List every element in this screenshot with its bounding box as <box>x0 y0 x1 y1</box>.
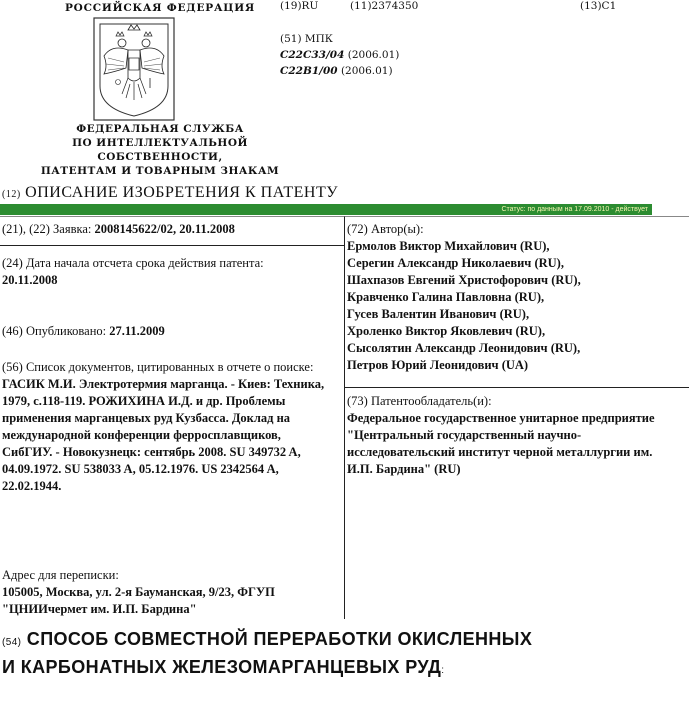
document-title <box>2 184 338 202</box>
header-left <box>40 2 280 180</box>
references-label: (56) Список документов, цитированных в отчете о поиске: <box>2 360 314 374</box>
divider <box>345 387 689 388</box>
author-item: Ермолов Виктор Михайлович (RU), <box>347 239 550 253</box>
address-label: Адрес для переписки: <box>2 568 119 582</box>
holder-field <box>347 393 677 478</box>
author-item: Сысолятин Александр Леонидович (RU), <box>347 341 581 355</box>
published-label: (46) Опубликовано: <box>2 324 107 338</box>
agency-line: ПАТЕНТАМ И ТОВАРНЫМ ЗНАКАМ <box>40 165 280 177</box>
divider <box>0 245 344 246</box>
coat-of-arms-icon <box>92 16 176 122</box>
agency-line: СОБСТВЕННОСТИ, <box>97 151 223 163</box>
country-name: РОССИЙСКАЯ ФЕДЕРАЦИЯ <box>64 2 256 14</box>
status-text: Статус: по данным на 17.09.2010 - действует <box>501 206 648 213</box>
address-value: 105005, Москва, ул. 2-я Бауманская, 9/23, ФГУП "ЦНИИчермет им. И.П. Бардина" <box>2 585 275 616</box>
author-item: Гусев Валентин Иванович (RU), <box>347 307 530 321</box>
ipc-date: (2006.01) <box>340 65 393 77</box>
author-item: Хроленко Виктор Яковлевич (RU), <box>347 324 546 338</box>
agency-line: ФЕДЕРАЛЬНАЯ СЛУЖБА <box>76 123 244 135</box>
author-item: Серегин Александр Николаевич (RU), <box>347 256 564 270</box>
document-title-code: (12) <box>2 189 21 200</box>
address-field <box>2 567 342 618</box>
status-bar <box>0 204 652 215</box>
author-item: Кравченко Галина Павловна (RU), <box>347 290 545 304</box>
application-value: 2008145622/02, 20.11.2008 <box>94 222 235 236</box>
invention-title-line-1: СПОСОБ СОВМЕСТНОЙ ПЕРЕРАБОТКИ ОКИСЛЕННЫХ <box>26 629 533 649</box>
invention-title-suffix: : <box>441 665 445 676</box>
ipc-date: (2006.01) <box>347 49 400 61</box>
published-value: 27.11.2009 <box>109 324 165 338</box>
code-11: (11)2374350 <box>350 0 419 12</box>
ipc-block <box>280 31 399 79</box>
application-field <box>2 221 342 238</box>
right-column <box>345 216 689 619</box>
agency-name <box>40 122 280 178</box>
ipc-code: C22B1/00 <box>280 65 338 77</box>
published-field <box>2 323 342 340</box>
invention-title-code: (54) <box>2 637 22 648</box>
invention-title <box>0 627 689 687</box>
left-column <box>0 216 345 619</box>
invention-title-line-2: И КАРБОНАТНЫХ ЖЕЛЕЗОМАРГАНЦЕВЫХ РУД <box>2 657 442 677</box>
ipc-label: (51) МПК <box>280 33 333 45</box>
application-label: (21), (22) Заявка: <box>2 222 92 236</box>
holder-label: (73) Патентообладатель(и): <box>347 394 492 408</box>
author-item: Петров Юрий Леонидович (UA) <box>347 358 529 372</box>
bottom-area <box>0 690 689 713</box>
term-label: (24) Дата начала отсчета срока действия патента: <box>2 256 264 270</box>
ipc-code: C22C33/04 <box>280 49 345 61</box>
references-value: ГАСИК М.И. Электротермия марганца. - Киев: Техника, 1979, с.118-119. РОЖИХИНА И.Д. и др. Проблемы применения марганцевых руд Кузбасса. Доклад на международной конференции ферросплавщиков, СибГИУ. - Новокузнецк: сентябрь 2008. SU 349732 A, 04.09.1972. SU 538033 A, 05.12.1976. US 2342564 A, 22.02.1944. <box>2 377 325 493</box>
term-field <box>2 255 322 289</box>
code-19: (19)RU <box>280 0 319 12</box>
references-field <box>2 359 332 495</box>
author-item: Шахпазов Евгений Христофорович (RU), <box>347 273 581 287</box>
ipc-entry <box>280 63 399 79</box>
authors-field <box>347 221 687 374</box>
holder-value: Федеральное государственное унитарное предприятие "Центральный государственный научно-исследовательский институт черной металлургии им. И.П. Бардина" (RU) <box>347 411 655 476</box>
ipc-entry <box>280 47 399 63</box>
document-title-text: ОПИСАНИЕ ИЗОБРЕТЕНИЯ К ПАТЕНТУ <box>25 184 339 201</box>
code-13: (13)C1 <box>580 0 617 12</box>
term-value: 20.11.2008 <box>2 273 58 287</box>
authors-label: (72) Автор(ы): <box>347 222 424 236</box>
agency-line: ПО ИНТЕЛЛЕКТУАЛЬНОЙ <box>72 137 248 149</box>
